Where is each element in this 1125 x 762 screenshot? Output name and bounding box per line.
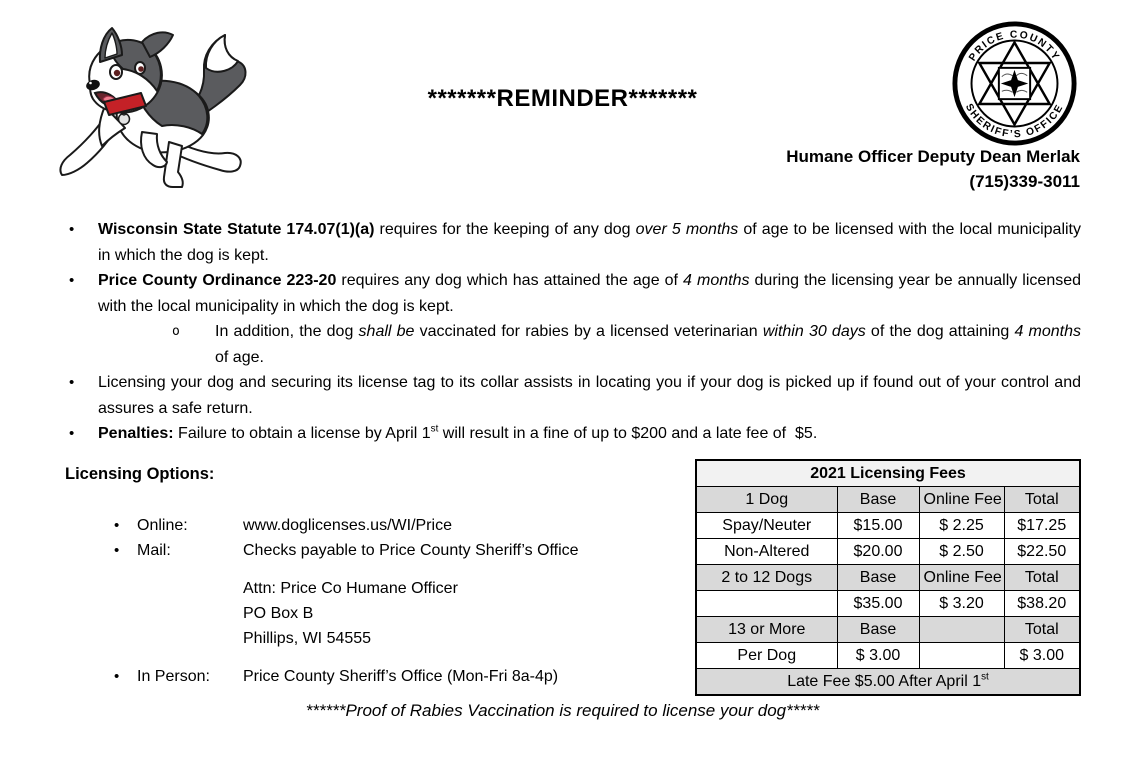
text-segment: will result in a fine of up to $200 and a late fee of $5. <box>438 425 818 442</box>
text-segment: st <box>430 423 439 435</box>
table-cell: $22.50 <box>1004 539 1080 565</box>
option-label: Online: <box>137 517 188 534</box>
bullet-marker: o <box>172 324 180 339</box>
table-cell: $ 2.50 <box>919 539 1004 565</box>
table-cell <box>919 617 1004 643</box>
bullet-marker: • <box>114 542 120 559</box>
bullet-marker: • <box>69 272 75 289</box>
bullet-marker: • <box>69 425 75 442</box>
text-segment: shall be <box>358 323 415 340</box>
option-value: www.doglicenses.us/WI/Price <box>243 517 452 534</box>
table-cell: $ 3.00 <box>837 643 919 669</box>
table-cell: Total <box>1004 617 1080 643</box>
option-value: Checks payable to Price County Sheriff’s Office <box>243 542 579 559</box>
table-cell: Base <box>837 487 919 513</box>
badge-top-text: PRICE COUNTY <box>967 29 1062 64</box>
bullet-marker: • <box>114 668 120 685</box>
table-cell: Base <box>837 565 919 591</box>
table-cell <box>919 643 1004 669</box>
text-segment: within 30 days <box>762 323 866 340</box>
table-cell: $17.25 <box>1004 513 1080 539</box>
bullet-item <box>65 217 1081 268</box>
contact-name: Humane Officer Deputy Dean Merlak <box>786 147 1080 166</box>
bullet-marker: • <box>69 374 75 391</box>
text-segment: Price County Ordinance 223-20 <box>98 272 337 289</box>
text-segment: Wisconsin State Statute 174.07(1)(a) <box>98 221 375 238</box>
sub-bullet-item <box>65 319 1081 370</box>
sheriff-badge-icon <box>951 20 1078 147</box>
bullet-marker: • <box>69 221 75 238</box>
table-row-header <box>696 487 1080 513</box>
table-row-data <box>696 513 1080 539</box>
table-cell: $ 2.25 <box>919 513 1004 539</box>
table-cell: Spay/Neuter <box>696 513 837 539</box>
table-cell: 1 Dog <box>696 487 837 513</box>
licensing-options <box>65 462 695 689</box>
table-cell: Total <box>1004 487 1080 513</box>
bullet-item <box>65 370 1081 421</box>
text-segment: 4 months <box>683 272 750 289</box>
page-title: *******REMINDER******* <box>427 85 698 112</box>
table-cell: Non-Altered <box>696 539 837 565</box>
contact-block <box>786 144 1080 194</box>
fees-table <box>695 459 1081 696</box>
table-row-data <box>696 539 1080 565</box>
fees-table-wrap <box>695 459 1081 696</box>
text-segment: Failure to obtain a license by April 1 <box>173 425 431 442</box>
text-segment: of age to be licensed with the local municipality in which the dog is kept. <box>98 221 1081 264</box>
text-segment: vaccinated for rabies by a licensed veterinarian <box>414 323 763 340</box>
address-line: Attn: Price Co Humane Officer <box>243 580 458 597</box>
bullet-text <box>98 370 1081 421</box>
table-cell: Online Fee <box>919 565 1004 591</box>
table-cell: Online Fee <box>919 487 1004 513</box>
table-row-data <box>696 643 1080 669</box>
bullet-text <box>215 319 1081 370</box>
table-row-header <box>696 617 1080 643</box>
address-line: Phillips, WI 54555 <box>243 630 372 647</box>
bullet-text <box>98 421 1081 447</box>
table-cell: $15.00 <box>837 513 919 539</box>
text-segment: of age. <box>215 348 264 366</box>
table-cell: Per Dog <box>696 643 837 669</box>
option-row <box>65 538 695 563</box>
bullet-item <box>65 421 1081 447</box>
table-cell: $35.00 <box>837 591 919 617</box>
text-segment: during the licensing year be annually licensed with the local municipality in which the dog is kept. <box>98 272 1082 315</box>
table-cell: $20.00 <box>837 539 919 565</box>
table-cell: 2 to 12 Dogs <box>696 565 837 591</box>
licensing-options-heading: Licensing Options: <box>65 465 215 483</box>
footer-note: ******Proof of Rabies Vaccination is required to license your dog***** <box>305 701 820 720</box>
contact-phone: (715)339-3011 <box>969 172 1080 191</box>
table-row-footer <box>696 669 1080 696</box>
bullet-text <box>98 217 1081 268</box>
table-cell: Late Fee $5.00 After April 1st <box>696 669 1080 696</box>
table-cell: $ 3.20 <box>919 591 1004 617</box>
table-cell: 2021 Licensing Fees <box>696 460 1080 487</box>
table-cell: Total <box>1004 565 1080 591</box>
option-row <box>65 664 695 689</box>
superscript: st <box>981 671 989 683</box>
table-row-data <box>696 591 1080 617</box>
bullet-item <box>65 268 1081 319</box>
address-line: PO Box B <box>243 605 314 622</box>
text-segment: of the dog attaining <box>865 323 1015 340</box>
table-row-header <box>696 565 1080 591</box>
table-cell <box>696 591 837 617</box>
licensing-option-rows <box>65 513 695 689</box>
text-segment: In addition, the dog <box>215 323 359 340</box>
option-label: In Person: <box>137 668 210 685</box>
option-row <box>65 513 695 538</box>
text-segment: over 5 months <box>635 221 739 238</box>
bullet-marker: • <box>114 517 120 534</box>
text-segment: 4 months <box>1014 323 1082 340</box>
badge-bottom-text: SHERIFF’S OFFICE <box>962 102 1067 141</box>
table-cell: Base <box>837 617 919 643</box>
option-label: Mail: <box>137 542 171 559</box>
table-cell: $ 3.00 <box>1004 643 1080 669</box>
text-segment: requires for the keeping of any dog <box>374 221 636 238</box>
mailing-address <box>243 576 695 651</box>
text-segment: requires any dog which has attained the age of <box>336 272 684 289</box>
text-segment: Licensing your dog and securing its license tag to its collar assists in locating you if your dog is picked up if found out of your control and assures a safe return. <box>98 374 1081 417</box>
option-value: Price County Sheriff’s Office (Mon-Fri 8a-4p) <box>243 668 559 685</box>
text-segment: Penalties: <box>98 425 174 442</box>
table-cell: $38.20 <box>1004 591 1080 617</box>
table-row-title <box>696 460 1080 487</box>
bullet-list <box>65 217 1081 447</box>
bullet-text <box>98 268 1081 319</box>
table-cell: 13 or More <box>696 617 837 643</box>
